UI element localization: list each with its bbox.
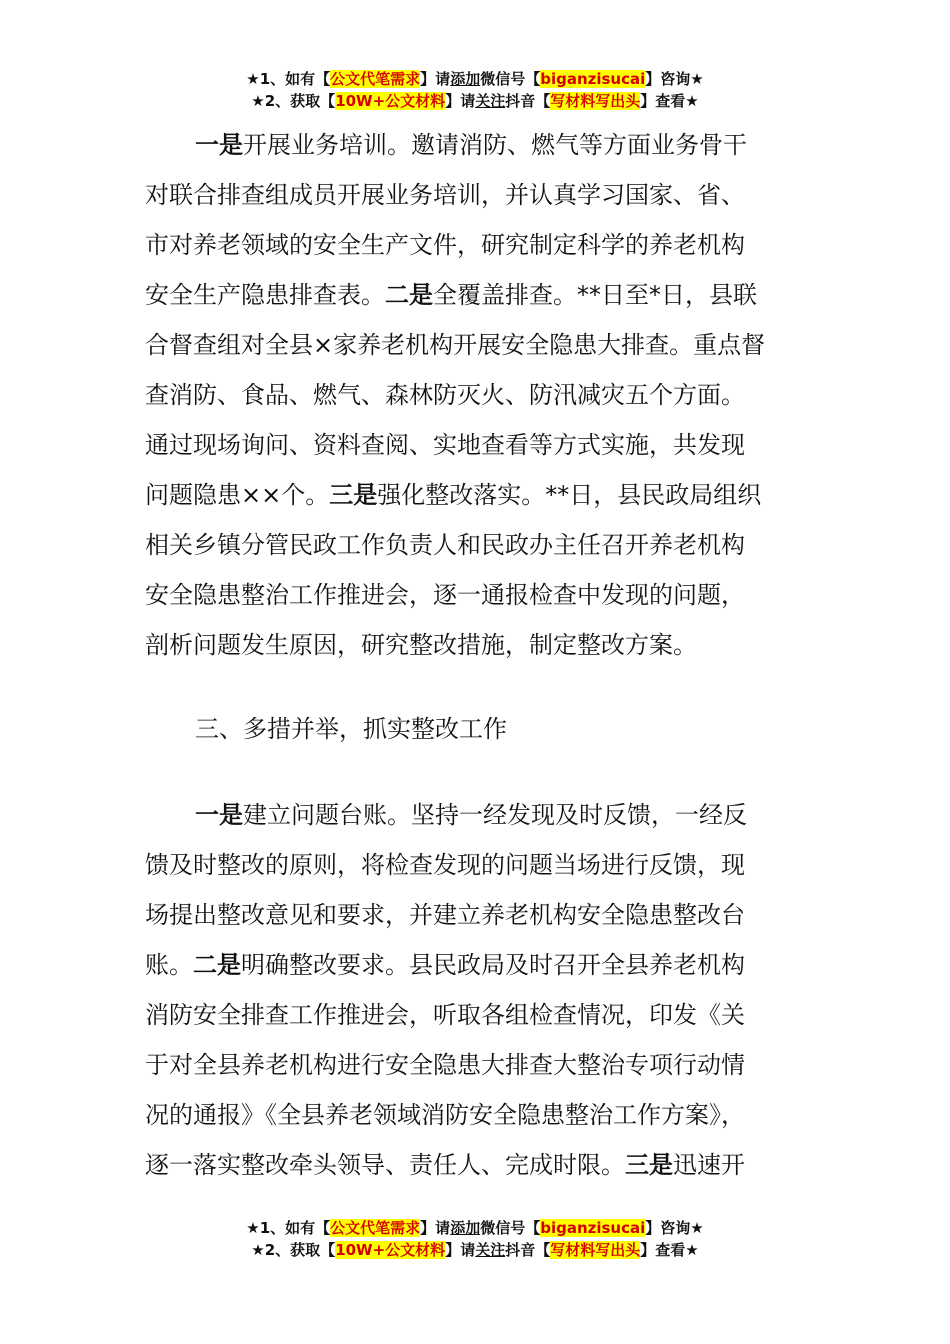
paragraph-line xyxy=(145,840,815,890)
line-text: 逐一落实整改牵头领导、责任人、完成时限。 xyxy=(145,1151,625,1179)
banner-underlined: 添加 xyxy=(450,70,481,88)
bold-marker: 二是 xyxy=(193,951,241,979)
banner-text: ★2、获取【 xyxy=(251,1241,336,1259)
banner-highlight: 公文代笔需求 xyxy=(330,70,421,88)
line-text: 账。 xyxy=(145,951,193,979)
line-text: 合督查组对全县×家养老机构开展安全隐患大排查。重点督 xyxy=(145,331,766,359)
line-text: 强化整改落实。**日，县民政局组织 xyxy=(377,481,762,509)
body-paragraph-2 xyxy=(145,790,815,1190)
line-text: 通过现场询问、资料查阅、实地查看等方式实施，共发现 xyxy=(145,431,745,459)
section-heading: 三、多措并举，抓实整改工作 xyxy=(195,715,507,743)
banner-text: 】请 xyxy=(445,1241,476,1259)
banner-underlined: 关注 xyxy=(475,92,506,110)
banner-highlight: 10W+公文材料 xyxy=(335,1241,446,1259)
header-banner xyxy=(0,68,950,112)
banner-text: 】请 xyxy=(420,70,451,88)
banner-text: 】请 xyxy=(445,92,476,110)
line-text: 开展业务培训。邀请消防、燃气等方面业务骨干 xyxy=(243,131,747,159)
line-text: 消防安全排查工作推进会，听取各组检查情况，印发《关 xyxy=(145,1001,745,1029)
banner-highlight: 写材料写出头 xyxy=(550,92,641,110)
footer-banner xyxy=(0,1217,950,1261)
banner-text: 】咨询★ xyxy=(645,70,704,88)
banner-text: 抖音【 xyxy=(505,92,551,110)
banner-text: 微信号【 xyxy=(480,1219,541,1237)
paragraph-line xyxy=(145,220,815,270)
banner-highlight: biganzisucai xyxy=(540,1219,646,1237)
line-text: 场提出整改意见和要求，并建立养老机构安全隐患整改台 xyxy=(145,901,745,929)
paragraph-line xyxy=(145,890,815,940)
bold-marker: 三是 xyxy=(625,1151,673,1179)
banner-text: 】查看★ xyxy=(640,92,699,110)
paragraph-line xyxy=(145,520,815,570)
paragraph-line xyxy=(145,570,815,620)
banner-highlight: 公文代笔需求 xyxy=(330,1219,421,1237)
banner-underlined: 关注 xyxy=(475,1241,506,1259)
banner-text: ★1、如有【 xyxy=(246,1219,331,1237)
paragraph-line xyxy=(145,320,815,370)
banner-line-2 xyxy=(0,90,950,112)
banner-underlined: 添加 xyxy=(450,1219,481,1237)
line-text: 相关乡镇分管民政工作负责人和民政办主任召开养老机构 xyxy=(145,531,745,559)
line-text: 问题隐患××个。 xyxy=(145,481,330,509)
line-text: 安全隐患整治工作推进会，逐一通报检查中发现的问题， xyxy=(145,581,745,609)
line-text: 市对养老领域的安全生产文件，研究制定科学的养老机构 xyxy=(145,231,745,259)
line-text: 安全生产隐患排查表。 xyxy=(145,281,385,309)
bold-marker: 一是 xyxy=(195,801,243,829)
line-text: 于对全县养老机构进行安全隐患大排查大整治专项行动情 xyxy=(145,1051,745,1079)
banner-text: 微信号【 xyxy=(480,70,541,88)
paragraph-line xyxy=(145,790,815,840)
banner-text: ★1、如有【 xyxy=(246,70,331,88)
body-paragraph-1 xyxy=(145,120,815,670)
banner-line-1 xyxy=(0,1217,950,1239)
line-text: 对联合排查组成员开展业务培训，并认真学习国家、省、 xyxy=(145,181,745,209)
paragraph-line xyxy=(145,470,815,520)
paragraph-line xyxy=(145,990,815,1040)
line-text: 建立问题台账。坚持一经发现及时反馈，一经反 xyxy=(243,801,747,829)
line-text: 馈及时整改的原则，将检查发现的问题当场进行反馈，现 xyxy=(145,851,745,879)
line-text: 迅速开 xyxy=(673,1151,745,1179)
paragraph-line xyxy=(145,620,815,670)
bold-marker: 三是 xyxy=(329,481,378,509)
banner-text: 】请 xyxy=(420,1219,451,1237)
paragraph-line xyxy=(145,120,815,170)
line-text: 全覆盖排查。**日至*日，县联 xyxy=(433,281,757,309)
paragraph-line xyxy=(145,270,815,320)
bold-marker: 一是 xyxy=(195,131,243,159)
banner-text: 】咨询★ xyxy=(645,1219,704,1237)
paragraph-line xyxy=(145,170,815,220)
line-text: 查消防、食品、燃气、森林防灭火、防汛减灾五个方面。 xyxy=(145,381,745,409)
banner-text: ★2、获取【 xyxy=(251,92,336,110)
paragraph-line xyxy=(145,1090,815,1140)
banner-highlight: 写材料写出头 xyxy=(550,1241,641,1259)
banner-highlight: biganzisucai xyxy=(540,70,646,88)
banner-text: 抖音【 xyxy=(505,1241,551,1259)
paragraph-line xyxy=(145,420,815,470)
bold-marker: 二是 xyxy=(385,281,433,309)
banner-highlight: 10W+公文材料 xyxy=(335,92,446,110)
banner-line-2 xyxy=(0,1239,950,1261)
line-text: 况的通报》《全县养老领域消防安全隐患整治工作方案》， xyxy=(145,1101,745,1129)
paragraph-line xyxy=(145,1040,815,1090)
paragraph-line xyxy=(145,370,815,420)
line-text: 明确整改要求。县民政局及时召开全县养老机构 xyxy=(241,951,745,979)
banner-text: 】查看★ xyxy=(640,1241,699,1259)
line-text: 剖析问题发生原因，研究整改措施，制定整改方案。 xyxy=(145,631,697,659)
banner-line-1 xyxy=(0,68,950,90)
paragraph-line xyxy=(145,1140,815,1190)
paragraph-line xyxy=(145,940,815,990)
